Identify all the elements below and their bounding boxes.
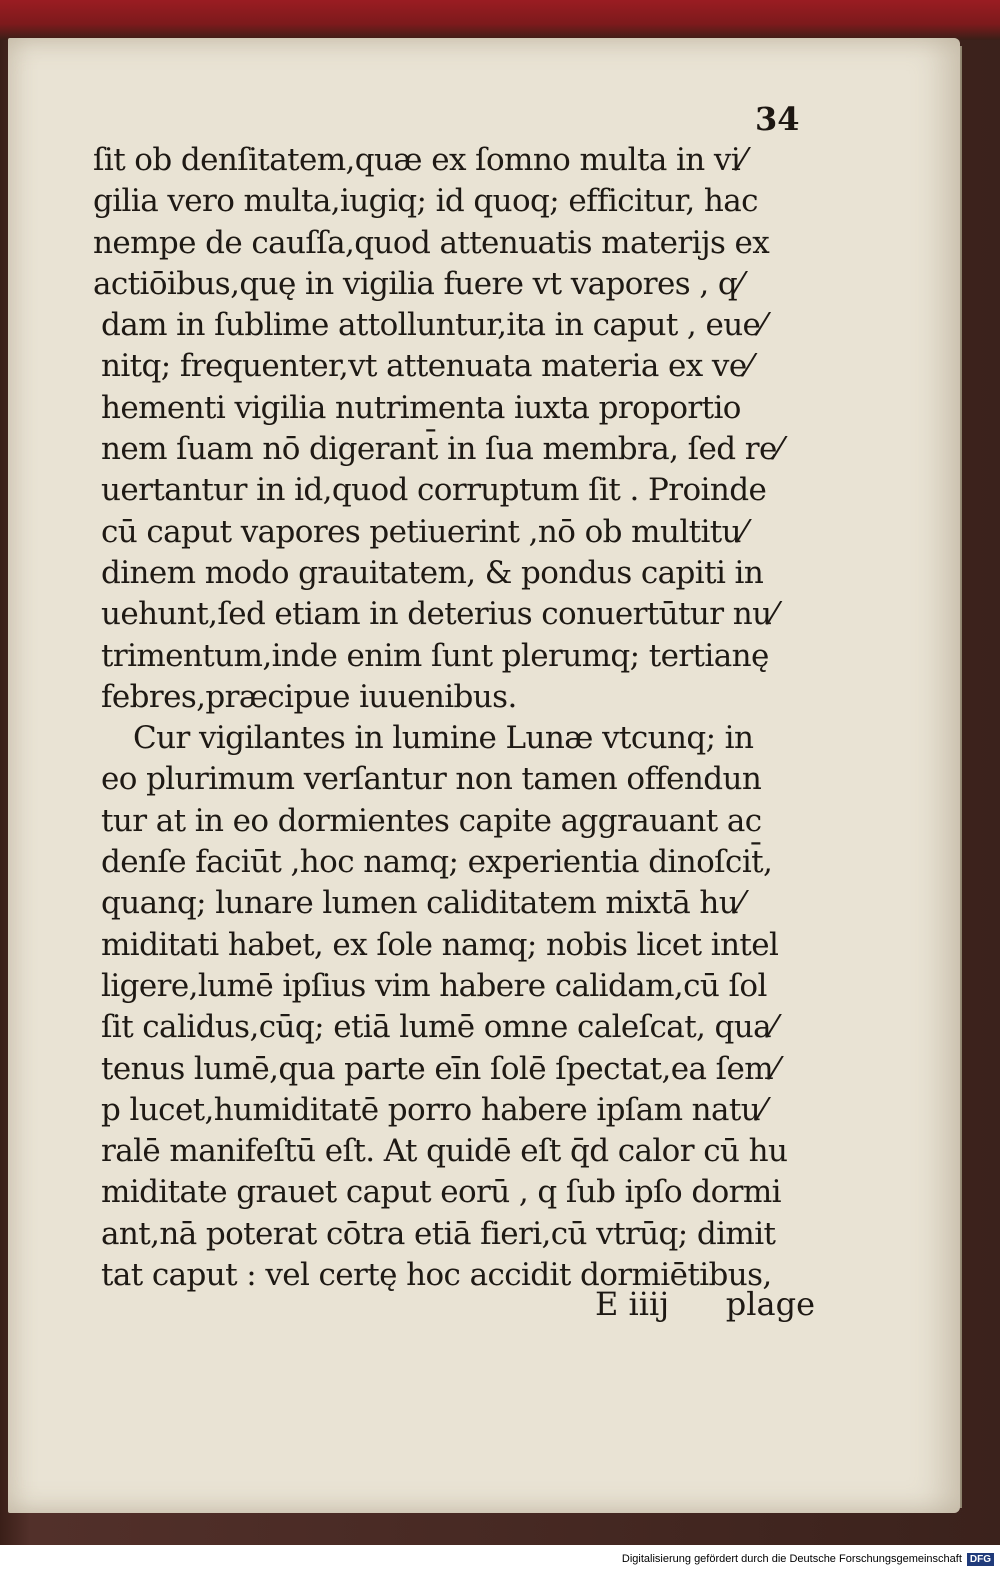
text-line: tat caput : vel certę hoc accidit dormiētibus, bbox=[101, 1257, 772, 1294]
text-line: trimentum,inde enim ſunt plerumq; tertianę bbox=[101, 637, 769, 674]
catchword: plage bbox=[725, 1285, 815, 1323]
text-line: ſit ob denſitatem,quæ ex ſomno multa in vi⁄ bbox=[93, 142, 745, 178]
text-line: miditate grauet caput eorū , q ſub ipſo dormi bbox=[101, 1174, 781, 1211]
text-line: quanq; lunare lumen caliditatem mixtā hu⁄ bbox=[101, 885, 743, 922]
paragraph-start-line: Cur vigilantes in lumine Lunæ vtcunq; in bbox=[133, 720, 754, 757]
text-line: actiōibus,quę in vigilia fuere vt vapores , q⁄ bbox=[93, 265, 742, 302]
text-line: febres,præcipue iuuenibus. bbox=[101, 678, 517, 715]
page-text bbox=[93, 140, 813, 1296]
text-line: denſe faciūt ,hoc namq; experientia dinoſcit̄, bbox=[101, 844, 773, 881]
text-line: tenus lumē,qua parte eīn ſolē ſpectat,ea ſem⁄ bbox=[101, 1050, 778, 1087]
text-line: nitq; frequenter,vt attenuata materia ex ve⁄ bbox=[101, 348, 752, 385]
text-line: ligere,lumē ipſius vim habere calidam,cū ſol bbox=[101, 967, 767, 1004]
text-line: uertantur in id,quod corruptum ſit . Proinde bbox=[101, 472, 767, 509]
text-line: cū caput vapores petiuerint ,nō ob multitu⁄ bbox=[101, 513, 746, 550]
digitization-footer bbox=[0, 1545, 1000, 1573]
book-top-edge bbox=[0, 0, 1000, 40]
text-line: eo plurimum verſantur non tamen offendun bbox=[101, 761, 762, 798]
text-line: uehunt,ſed etiam in deterius conuertūtur nu⁄ bbox=[101, 596, 777, 633]
text-line: ralē manifeſtū eſt. At quidē eſt q̄d calor cū hu bbox=[101, 1133, 788, 1170]
text-line: hementi vigilia nutrimenta iuxta proportio bbox=[101, 389, 741, 426]
text-line: miditati habet, ex ſole namq; nobis licet intel bbox=[101, 926, 779, 963]
text-line: dam in ſublime attolluntur,ita in caput , eue⁄ bbox=[101, 307, 765, 344]
text-line: dinem modo grauitatem, & pondus capiti in bbox=[101, 554, 764, 591]
dfg-logo-icon: DFG bbox=[967, 1553, 994, 1566]
text-line: tur at in eo dormientes capite aggrauant ac bbox=[101, 802, 762, 839]
signature-mark: E iiij bbox=[595, 1285, 670, 1323]
text-line: nem ſuam nō digerant̄ in ſua membra, ſed re⁄ bbox=[101, 431, 782, 468]
text-line: nempe de cauſſa,quod attenuatis materijs ex bbox=[93, 224, 770, 261]
text-line: p lucet,humiditatē porro habere ipſam natu⁄ bbox=[101, 1091, 765, 1128]
catchword-line bbox=[595, 1285, 815, 1323]
text-line: ſit calidus,cūq; etiā lumē omne caleſcat, qua⁄ bbox=[101, 1009, 776, 1046]
footer-credit: Digitalisierung gefördert durch die Deutsche Forschungsgemeinschaft bbox=[621, 1553, 962, 1565]
text-line: gilia vero multa,iugiq; id quoq; efficitur, hac bbox=[93, 183, 758, 220]
text-line: ant,nā poterat cōtra etiā fieri,cū vtrūq; dimit bbox=[101, 1215, 776, 1252]
page-number: 34 bbox=[755, 100, 800, 138]
